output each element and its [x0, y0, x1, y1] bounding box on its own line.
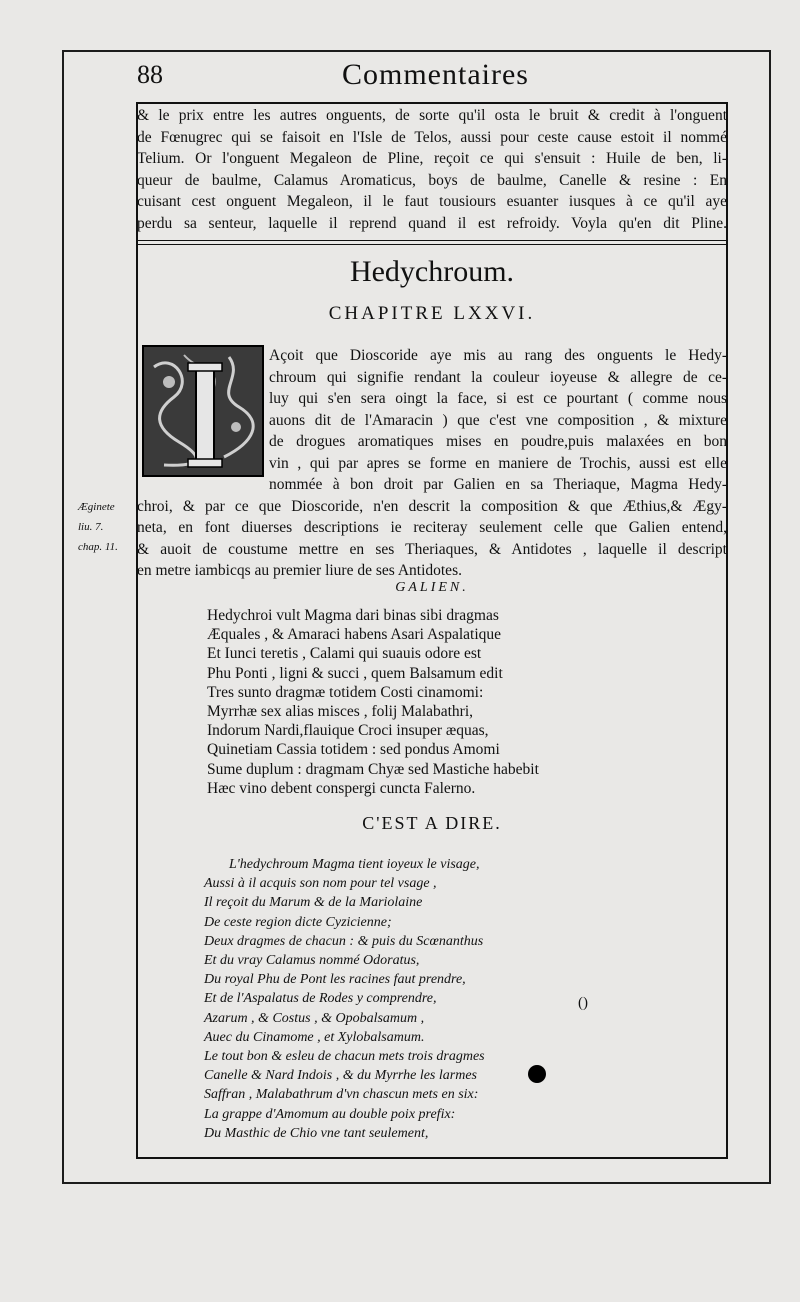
text-line: & auoit de coustume mettre en ses Theriaques, & Antidotes , laquelle il descript: [137, 540, 727, 558]
margin-note: [78, 497, 118, 557]
text-line: queur de baulme, Calamus Aromaticus, boys de baulme, Canelle & resine : En: [137, 171, 727, 189]
text-line: en metre iambicqs au premier liure de ses Antidotes.: [137, 562, 462, 579]
verse-line: Phu Ponti , ligni & succi , quem Balsamum edit: [207, 664, 503, 682]
text-line: chroi, & par ce que Dioscoride, n'en descrit la composition & que Æthius,& Ægy-: [137, 497, 727, 515]
text-line: neta, en font diuerses descriptions ie reciteray seulement celle que Galien entend,: [137, 519, 727, 536]
text-line: luy qui s'en sera oingt la face, si est ce pourtant ( comme nous: [269, 390, 727, 407]
verse-line: Quinetiam Cassia totidem : sed pondus Amomi: [207, 741, 500, 759]
latin-verses: [207, 606, 707, 798]
top-paragraph: [137, 105, 727, 234]
verse-line: Azarum , & Costus , & Opobalsamum ,: [204, 1010, 425, 1026]
text-line: cuisant cest onguent Megaleon, il le faut tousiours esuanter iusques à ce qu'il aye: [137, 193, 727, 210]
running-title: Commentaires: [342, 58, 529, 91]
verse-line: Æquales , & Amaraci habens Asari Aspalatique: [207, 626, 502, 644]
verse-line: Et Iunci teretis , Calami qui suauis odore est: [207, 645, 482, 663]
verse-line: Et du vray Calamus nommé Odoratus,: [204, 953, 420, 969]
french-verses: [204, 855, 724, 1143]
text-line: Telium. Or l'onguent Megaleon de Pline, reçoit ce qui s'ensuit : Huile de ben, li-: [137, 150, 727, 167]
page-header: [137, 60, 727, 100]
header-rule: [137, 102, 727, 104]
verse-line: Deux dragmes de chacun : & puis du Scœnanthus: [204, 933, 484, 949]
footer-rule: [137, 1157, 727, 1159]
margin-note-line: chap. 11.: [78, 541, 118, 553]
margin-note-line: Æginete: [78, 501, 115, 513]
verse-line: Le tout bon & esleu de chacun mets trois dragmes: [204, 1049, 485, 1065]
chapter-body: [137, 345, 727, 582]
text-line: chroum qui signifie rendant la couleur ioyeuse & allegre de ce-: [269, 368, 727, 386]
verse-line: Indorum Nardi,flauique Croci insuper æquas,: [207, 722, 489, 740]
text-line: Açoit que Dioscoride aye mis au rang des onguents le Hedy-: [269, 347, 727, 364]
text-line: de Fœnugrec qui se faisoit en l'Isle de Telos, aussi pour ceste cause estoit il nommé: [137, 128, 727, 146]
verse-line: Tres sunto dragmæ totidem Costi cinamomi:: [207, 683, 484, 701]
section-divider: [137, 240, 727, 245]
text-line: vin , qui par apres se forme en maniere de Trochis, aussi est elle: [269, 454, 727, 472]
page-number: 88: [137, 60, 163, 89]
text-line: de drogues aromatiques mises en poudre,puis malaxées en bon: [269, 433, 727, 450]
verse-line: La grappe d'Amomum au double poix prefix:: [204, 1106, 456, 1122]
text-line: perdu sa senteur, laquelle il reprend quand il est refroidy. Voyla qu'en dit Pline.: [137, 214, 727, 232]
chapter-number: CHAPITRE LXXVI.: [328, 303, 536, 324]
chapter-title: Hedychroum.: [349, 255, 515, 288]
verse-line: Aussi à il acquis son nom pour tel vsage ,: [204, 876, 437, 892]
verse-line: Et de l'Aspalatus de Rodes y comprendre,: [204, 991, 437, 1007]
translation-heading: C'EST A DIRE.: [362, 813, 502, 833]
text-line: nommée à bon droit par Galien en sa Theriaque, Magma Hedy-: [269, 476, 727, 493]
verse-line: Il reçoit du Marum & de la Mariolaine: [204, 895, 423, 911]
margin-note-line: liu. 7.: [78, 521, 104, 533]
verse-line: Hæc vino debent conspergi cuncta Falerno.: [207, 779, 476, 797]
verse-line: Hedychroi vult Magma dari binas sibi dragmas: [207, 607, 499, 624]
side-mark: (): [578, 995, 588, 1011]
verse-line: De ceste region dicte Cyzicienne;: [204, 914, 392, 930]
verse-line: Du Masthic de Chio vne tant seulement,: [204, 1125, 429, 1141]
verse-line: Auec du Cinamome , et Xylobalsamum.: [204, 1029, 425, 1045]
verse-line: L'hedychroum Magma tient ioyeux le visage,: [229, 857, 480, 872]
verse-line: Myrrhæ sex alias misces , folij Malabathri,: [207, 703, 474, 721]
verse-line: Sume duplum : dragmam Chyæ sed Mastiche habebit: [207, 760, 539, 778]
text-line: auons dit de l'Amaracin ) que c'est vne composition , & mixture: [269, 411, 727, 429]
text-line: & le prix entre les autres onguents, de sorte qu'il osta le bruit & credit à l'onguent: [137, 107, 727, 124]
galien-heading: GALIEN.: [395, 580, 469, 595]
verse-line: Du royal Phu de Pont les racines faut prendre,: [204, 972, 466, 988]
verse-line: Saffran , Malabathrum d'vn chascun mets en six:: [204, 1087, 479, 1103]
verse-line: Canelle & Nard Indois , & du Myrrhe les larmes: [204, 1068, 477, 1084]
ink-blot: [528, 1065, 546, 1083]
